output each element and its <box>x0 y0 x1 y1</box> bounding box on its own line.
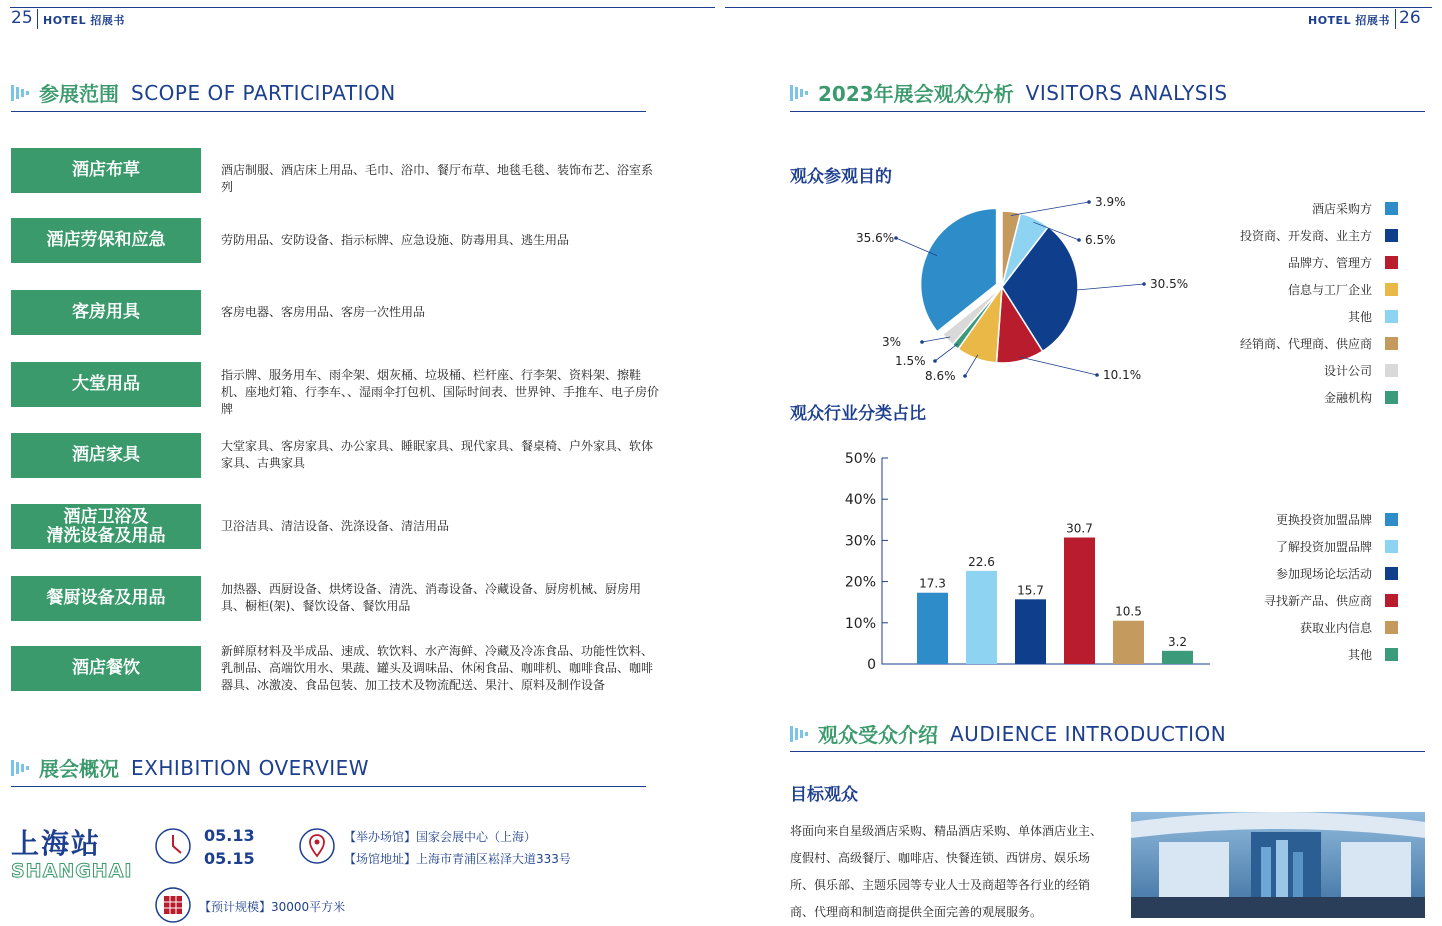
bar-data-label: 22.6 <box>968 554 995 569</box>
bar <box>966 571 997 664</box>
date-start: 05.13 <box>204 826 255 845</box>
legend-label: 投资商、开发商、业主方 <box>1239 229 1372 243</box>
audience-section-title <box>790 719 1226 748</box>
bar <box>1064 538 1095 664</box>
legend-item <box>1288 281 1398 298</box>
pie-data-label: 1.5% <box>895 354 926 368</box>
industry-legend <box>1160 511 1398 681</box>
category-label: 酒店家具 <box>11 433 201 478</box>
bar <box>1015 599 1046 664</box>
pie-data-label: 35.6% <box>856 231 895 245</box>
category-label: 酒店劳保和应急 <box>11 218 201 263</box>
pie-data-label: 8.6% <box>925 369 956 383</box>
right-header-title: HOTEL 招展书 <box>1308 14 1390 27</box>
bar-data-label: 3.2 <box>1167 634 1188 649</box>
category-items: 大堂家具、客房家具、办公家具、睡眠家具、现代家具、餐桌椅、户外家具、软体家具、古典家具 <box>221 439 654 470</box>
industry-chart-title: 观众行业分类占比 <box>790 404 926 424</box>
legend-swatch <box>1385 567 1398 580</box>
purpose-chart-title: 观众参观目的 <box>790 167 892 187</box>
section-marker-icon <box>11 757 33 779</box>
visitors-title-cn: 2023年展会观众分析 <box>818 82 1014 106</box>
y-tick-label: 20% <box>844 574 876 591</box>
section-marker-icon <box>11 82 33 104</box>
legend-label: 其他 <box>1347 648 1372 662</box>
overview-title-cn: 展会概况 <box>39 757 119 781</box>
y-tick-label: 0 <box>867 657 876 673</box>
legend-swatch <box>1385 283 1398 296</box>
pie-leader-dot <box>894 236 898 240</box>
pie-leader-line <box>1020 357 1097 375</box>
pie-leader-dot <box>1087 200 1091 204</box>
purpose-legend <box>1160 200 1398 410</box>
legend-item <box>1276 511 1398 528</box>
legend-item <box>1288 254 1398 271</box>
legend-label: 更换投资加盟品牌 <box>1275 513 1372 527</box>
pie-leader-line <box>935 344 958 361</box>
scope-title-cn: 参展范围 <box>39 82 119 106</box>
overview-title-en: EXHIBITION OVERVIEW <box>131 755 370 780</box>
exhibition-hall-photo <box>1131 812 1425 918</box>
legend-item <box>1348 308 1398 325</box>
scale-text: 【预计规模】30000平方米 <box>199 900 346 914</box>
left-page-number: 25 <box>11 8 33 28</box>
legend-item <box>1324 389 1398 406</box>
legend-swatch <box>1385 540 1398 553</box>
visitors-section-title <box>790 78 1228 107</box>
legend-swatch <box>1385 648 1398 661</box>
bar <box>1113 621 1144 664</box>
bar-data-label: 17.3 <box>919 576 946 591</box>
legend-item <box>1312 200 1398 217</box>
category-label: 大堂用品 <box>11 362 201 407</box>
city-name-en: SHANGHAI <box>11 860 133 882</box>
legend-label: 获取业内信息 <box>1299 621 1372 635</box>
category-items: 酒店制服、酒店床上用品、毛巾、浴巾、餐厅布草、地毯毛毯、装饰布艺、浴室系列 <box>221 162 654 194</box>
category-items: 客房电器、客房用品、客房一次性用品 <box>221 304 426 319</box>
overview-section-title <box>11 753 369 782</box>
audience-title-en: AUDIENCE INTRODUCTION <box>950 721 1227 746</box>
pie-leader-dot <box>920 340 924 344</box>
pie-data-label: 30.5% <box>1150 277 1189 291</box>
bar-data-label: 30.7 <box>1066 521 1093 536</box>
legend-swatch <box>1385 621 1398 634</box>
pie-leader-dot <box>1095 373 1099 377</box>
pie-leader-line <box>922 337 950 342</box>
location-pin-icon <box>297 826 337 866</box>
right-page-number: 26 <box>1399 8 1421 28</box>
category-label: 客房用具 <box>11 290 201 335</box>
category-label: 酒店布草 <box>11 148 201 193</box>
pie-data-label: 6.5% <box>1085 233 1116 247</box>
date-end: 05.15 <box>204 849 255 868</box>
pie-leader-dot <box>1077 238 1081 242</box>
category-items: 劳防用品、安防设备、指示标牌、应急设施、防毒用具、逃生用品 <box>221 232 570 247</box>
target-audience-title: 目标观众 <box>790 785 858 805</box>
bar-data-label: 10.5 <box>1115 604 1142 619</box>
legend-swatch <box>1385 337 1398 350</box>
audience-description: 将面向来自星级酒店采购、精品酒店采购、单体酒店业主、度假村、高级餐厅、咖啡店、快餐连锁、西饼房、娱乐场所、俱乐部、主题乐园等专业人士及商超等各行业的经销商、代理商和制造商提供全面完善的观展服务。 <box>790 824 1103 919</box>
legend-label: 了解投资加盟品牌 <box>1275 540 1372 554</box>
pie-leader-line <box>1074 284 1144 290</box>
legend-label: 参加现场论坛活动 <box>1275 567 1372 581</box>
legend-swatch <box>1385 256 1398 269</box>
legend-label: 品牌方、管理方 <box>1287 256 1372 270</box>
legend-item <box>1276 538 1398 555</box>
pie-leader-line <box>965 355 978 376</box>
pie-data-label: 10.1% <box>1103 368 1142 382</box>
legend-swatch <box>1385 202 1398 215</box>
legend-item <box>1240 335 1398 352</box>
y-tick-label: 50% <box>844 451 876 467</box>
category-items: 加热器、西厨设备、烘烤设备、清洗、消毒设备、冷藏设备、厨房机械、厨房用具、橱柜(架)、餐饮设备、餐饮用品 <box>221 582 642 613</box>
legend-item <box>1324 362 1398 379</box>
audience-title-cn: 观众受众介绍 <box>818 723 938 747</box>
legend-swatch <box>1385 364 1398 377</box>
category-label: 酒店餐饮 <box>11 646 201 691</box>
section-marker-icon <box>790 82 812 104</box>
y-tick-label: 40% <box>844 492 876 509</box>
city-name-cn: 上海站 <box>11 827 102 860</box>
pie-data-label: 3.9% <box>1095 195 1126 209</box>
section-marker-icon <box>790 723 812 745</box>
legend-swatch <box>1385 229 1398 242</box>
legend-label: 其他 <box>1347 310 1372 324</box>
pie-data-label: 3% <box>882 335 902 349</box>
clock-icon <box>153 826 193 866</box>
pie-leader-dot <box>933 359 937 363</box>
y-tick-label: 10% <box>844 615 876 632</box>
legend-item <box>1276 565 1398 582</box>
scope-title-en: SCOPE OF PARTICIPATION <box>131 80 396 105</box>
address-text: 【场馆地址】上海市青浦区崧泽大道333号 <box>344 852 571 866</box>
scope-section-title <box>11 78 396 107</box>
area-scale-icon <box>153 885 193 925</box>
legend-swatch <box>1385 594 1398 607</box>
venue-text: 【举办场馆】国家会展中心（上海） <box>344 830 537 844</box>
legend-label: 寻找新产品、供应商 <box>1263 594 1372 608</box>
bar <box>917 593 948 664</box>
category-items: 新鲜原材料及半成品、速成、软饮料、水产海鲜、冷藏及冷冻食品、功能性饮料、乳制品、高端饮用水、果蔬、罐头及调味品、休闲食品、咖啡机、咖啡食品、咖啡器具、冰激凌、食品包装、加工技术及物流配送、果汁、原料及制作设备 <box>221 643 654 692</box>
legend-swatch <box>1385 513 1398 526</box>
pie-leader-dot <box>963 374 967 378</box>
category-label: 餐厨设备及用品 <box>11 576 201 621</box>
visitors-title-en: VISITORS ANALYSIS <box>1025 80 1228 105</box>
legend-label: 设计公司 <box>1323 364 1372 378</box>
y-tick-label: 30% <box>844 533 876 550</box>
legend-item <box>1348 646 1398 663</box>
category-label: 酒店卫浴及 清洗设备及用品 <box>11 504 201 549</box>
legend-swatch <box>1385 310 1398 323</box>
category-items: 指示牌、服务用车、雨伞架、烟灰桶、垃圾桶、栏杆座、行李架、资料架、擦鞋机、座地灯箱、行李车、、湿雨伞打包机、国际时间表、世界钟、手推车、电子房价牌 <box>221 368 660 416</box>
category-items: 卫浴洁具、清洁设备、洗涤设备、清洁用品 <box>221 518 450 533</box>
legend-swatch <box>1385 391 1398 404</box>
legend-label: 经销商、代理商、供应商 <box>1239 337 1372 351</box>
legend-item <box>1264 592 1398 609</box>
legend-label: 酒店采购方 <box>1311 202 1372 216</box>
legend-item <box>1300 619 1398 636</box>
legend-label: 信息与工厂企业 <box>1287 283 1372 297</box>
legend-item <box>1240 227 1398 244</box>
pie-leader-line <box>1011 202 1089 216</box>
pie-leader-dot <box>1142 282 1146 286</box>
legend-label: 金融机构 <box>1323 391 1372 405</box>
bar-data-label: 15.7 <box>1017 583 1044 598</box>
left-header-title: HOTEL 招展书 <box>43 14 125 27</box>
